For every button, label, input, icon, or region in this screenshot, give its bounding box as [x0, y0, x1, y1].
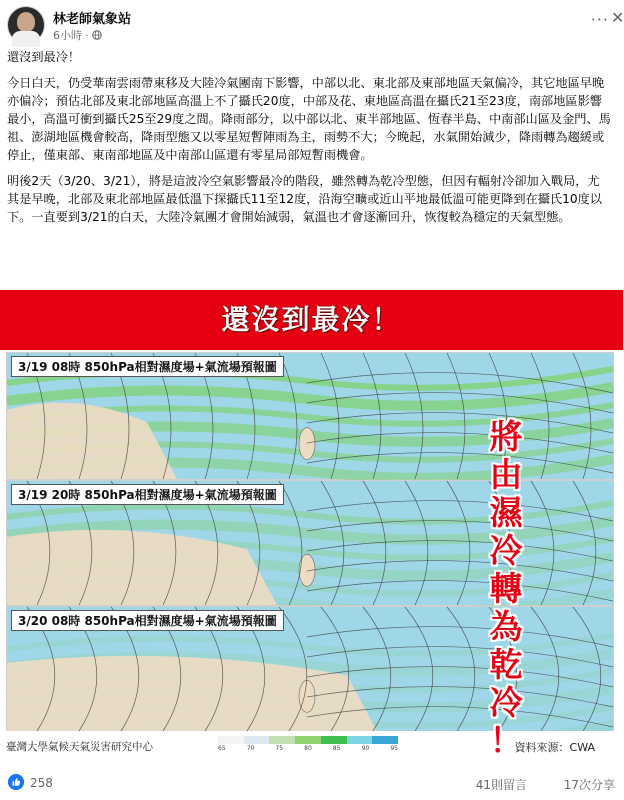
colorbar-tick: 95	[390, 745, 398, 752]
like-count[interactable]: 258	[30, 776, 53, 790]
panel-title: 3/19 08時 850hPa相對濕度場+氣流場預報圖	[11, 356, 284, 377]
avatar[interactable]	[7, 6, 45, 44]
vertical-caption	[478, 418, 534, 760]
image-banner	[0, 290, 623, 350]
caption-char: ！	[489, 721, 523, 760]
colorbar-ticks	[218, 745, 398, 752]
share-count[interactable]: 17次分享	[563, 778, 615, 792]
caption-char: 為	[489, 607, 523, 646]
caption-char: 由	[489, 455, 523, 494]
caption-char: 冷	[489, 531, 523, 570]
reactions-bar	[0, 768, 623, 800]
colorbar-tick: 75	[275, 745, 284, 752]
caption-char: 轉	[489, 569, 523, 608]
dot-separator: ·	[85, 28, 89, 42]
colorbar-tick: 70	[246, 745, 255, 752]
credit-right: 資料來源：CWA	[514, 741, 595, 754]
panel-title: 3/19 20時 850hPa相對濕度場+氣流場預報圖	[11, 484, 284, 505]
colorbar-tick: 65	[218, 745, 226, 752]
colorbar-tick: 80	[304, 745, 312, 752]
globe-icon	[92, 30, 102, 40]
post-time[interactable]: 6小時	[53, 29, 82, 42]
post-paragraph: 今日白天，仍受華南雲雨帶東移及大陸冷氣團南下影響，中部以北、東北部及東部地區天氣偏冷，其它地區早晚亦偏冷；預估北部及東北部地區高溫上不了攝氏20度，中部及花、東地區高溫在攝氏21至23度，南部地區影響最小，高溫可衝到攝氏25至29度之間。降雨部分，以中部以北、東半部地區、恆春半島、中南部山區及金門、馬祖、澎湖地區機會較高，降雨型態又以零星短暫陣雨為主，雨勢不大；今晚起，水氣開始減少，降雨轉為趨緩或停止，僅東部、東南部地區及中南部山區還有零星局部短暫雨機會。	[7, 76, 611, 162]
colorbar	[218, 736, 398, 744]
like-icon[interactable]	[8, 774, 24, 790]
caption-char: 乾	[489, 645, 523, 684]
post-paragraph: 還沒到最冷！	[7, 50, 81, 64]
avatar-face	[17, 12, 35, 32]
colorbar-tick: 90	[361, 745, 370, 752]
page-name[interactable]: 林老師氣象站	[53, 12, 132, 27]
caption-char: 將	[489, 417, 523, 456]
post-paragraph: 明後2天（3/20、3/21），將是這波冷空氣影響最冷的階段，雖然轉為乾冷型態，但因有輻射冷卻加入戰局，尤其是早晚，北部及東北部地區最低溫下探攝氏11至12度，沿海空曠或近山平地最低溫可能更降到在攝氏10度以下。一直要到3/21的白天，大陸冷氣團才會開始減弱，氣溫也才會逐漸回升，恢復較為穩定的天氣型態。	[7, 174, 602, 224]
post-meta	[53, 27, 102, 43]
more-options-button[interactable]: ···	[590, 10, 609, 29]
close-icon[interactable]: ✕	[611, 8, 624, 27]
colorbar-tick: 85	[332, 745, 341, 752]
caption-char: 冷	[489, 683, 523, 722]
post-image[interactable]	[0, 290, 623, 760]
post-header	[0, 0, 623, 50]
banner-title: 還沒到最冷！	[221, 303, 402, 336]
credit-left: 臺灣大學氣候天氣災害研究中心	[6, 741, 153, 753]
comment-count[interactable]: 41則留言	[475, 778, 527, 792]
caption-char: 濕	[489, 493, 523, 532]
panel-title: 3/20 08時 850hPa相對濕度場+氣流場預報圖	[11, 610, 284, 631]
post-text	[7, 48, 611, 234]
avatar-body	[12, 31, 40, 47]
